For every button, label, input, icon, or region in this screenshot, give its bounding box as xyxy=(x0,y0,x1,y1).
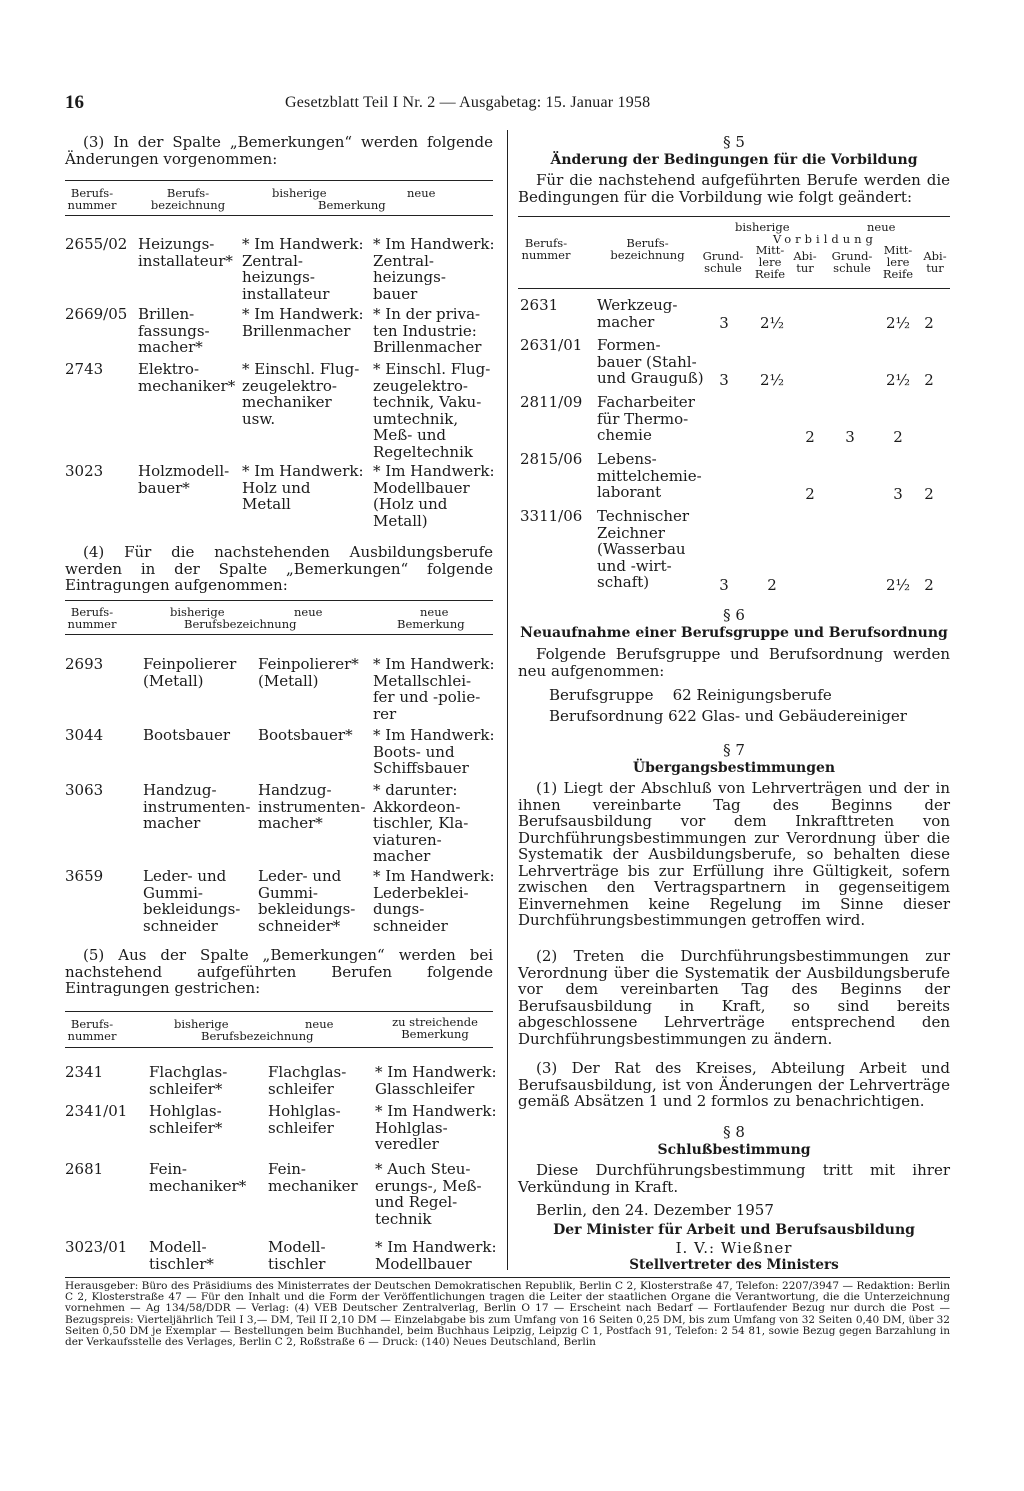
table3-row-neu: Hohlglas- schleifer xyxy=(268,1102,341,1137)
table3-top-rule xyxy=(65,1011,493,1012)
table1-row-neu: * Einschl. Flug- zeugelektro- technik, Vaku- umtechnik, Meß- und Regeltechnik xyxy=(373,360,491,461)
table3-row-nr: 2341/01 xyxy=(65,1102,128,1120)
table2-row-bem: * Im Handwerk: Boots- und Schiffsbauer xyxy=(373,726,495,777)
table4-row-val: 3 xyxy=(893,485,903,503)
table4-header-vorbildung: Vorbildung xyxy=(773,232,877,246)
table1-row-bisher: * Im Handwerk: Zentral- heizungs- installateur xyxy=(242,235,364,303)
table2-row-neu: Feinpolierer* (Metall) xyxy=(258,655,359,690)
table3-row-alt: Modell- tischler* xyxy=(149,1238,214,1273)
table3-row-alt: Hohlglas- schleifer* xyxy=(149,1102,223,1137)
table4-header-abi-alt: Abi- tur xyxy=(793,249,817,275)
table1-top-rule xyxy=(65,180,493,181)
table4-row-nr: 2631/01 xyxy=(520,336,583,354)
table2-row-bem: * Im Handwerk: Metallschlei- fer und -polie- rer xyxy=(373,655,495,723)
table3-row-nr: 3023/01 xyxy=(65,1238,128,1256)
paragraph-3: (3) In der Spalte „Bemerkungen“ werden folgende Änderungen vorgenommen: xyxy=(65,133,493,168)
table1-row-neu: * In der priva- ten Industrie: Brillenmacher xyxy=(373,305,482,356)
table2-row-bem: * Im Handwerk: Lederbeklei- dungs- schneider xyxy=(373,867,495,935)
section-6-line-1: Berufsgruppe 62 Reinigungsberufe xyxy=(549,686,832,704)
table2-header-neue: neue xyxy=(294,605,323,619)
table4-row-val: 2 xyxy=(767,576,777,594)
signing-date: Berlin, den 24. Dezember 1957 xyxy=(536,1201,774,1219)
table3-row-alt: Fein- mechaniker* xyxy=(149,1160,247,1195)
deputy-title: Stellvertreter des Ministers xyxy=(629,1257,839,1273)
table3-header-bisherige: bisherige xyxy=(174,1017,229,1031)
table3-row-bem: * Auch Steu- erungs-, Meß- und Regel- technik xyxy=(375,1160,482,1228)
table1-header-rule xyxy=(65,215,493,216)
table1-header-neue: neue xyxy=(407,186,436,200)
table2-row-neu: Bootsbauer* xyxy=(258,726,353,744)
table4-row-nr: 2631 xyxy=(520,296,559,314)
table2-header-nr: Berufs- nummer xyxy=(67,605,117,631)
table1-row-neu: * Im Handwerk: Zentral- heizungs- bauer xyxy=(373,235,495,303)
table2-row-bem: * darunter: Akkordeon- tischler, Kla- viaturen- macher xyxy=(373,781,469,865)
table2-row-nr: 3659 xyxy=(65,867,104,885)
table3-row-bem: * Im Handwerk: Modellbauer xyxy=(375,1238,497,1273)
table4-row-val: 3 xyxy=(719,371,729,389)
column-divider xyxy=(507,130,508,1270)
publisher-footer: Herausgeber: Büro des Präsidiums des Ministerrates der Deutschen Demokratischen Republik, Berlin C 2, Klosterstraße 47, Telefon: 2207/3947 — Redaktion: Berlin C 2, Klosterstraße 47 — Für den Inhalt und die Form der Veröffentlichungen tragen die Leiter der staatlichen Organe die Verantwortung, die die Unterzeichnung vornehmen — Ag 134/58/DDR — Verlag: (4) VEB Deutscher Zentralverlag, Berlin O 17 — Erscheint nach Bedarf — Fortlaufender Bezug nur durch die Post — Bezugspreis: Vierteljährlich Teil I 3,— DM, Teil II 2,10 DM — Einzelabgabe bis zum Umfang von 16 Seiten 0,25 DM, bis zum Umfang von 32 Seiten 0,40 DM, über 32 Seiten 0,50 DM je Exemplar — Bestellungen beim Buchhandel, beim Buchhaus Leipzig, Leipzig C 1, Postfach 91, Telefon: 2 54 81, sowie Bezug gegen Barzahlung in der Verkaufsstelle des Verlages, Berlin C 2, Roßstraße 6 — Druck: (140) Neues Deutschland, Berlin xyxy=(65,1280,950,1349)
section-8-number: § 8 xyxy=(723,1123,745,1141)
table3-row-nr: 2341 xyxy=(65,1063,104,1081)
section-8-title: Schlußbestimmung xyxy=(657,1142,811,1158)
table4-header-grund-alt: Grund- schule xyxy=(702,249,744,275)
table4-header-abi-neu: Abi- tur xyxy=(923,249,947,275)
section-7-title: Übergangsbestimmungen xyxy=(632,760,836,776)
table2-row-alt: Bootsbauer xyxy=(143,726,231,744)
table3-row-nr: 2681 xyxy=(65,1160,104,1178)
table4-row-val: 2 xyxy=(924,576,934,594)
table4-row-val: 2 xyxy=(924,314,934,332)
table4-header-mitt-neu: Mitt- lere Reife xyxy=(882,243,914,281)
table4-header-nr: Berufs- nummer xyxy=(521,236,571,262)
table2-header-bisherige: bisherige xyxy=(170,605,225,619)
table1-row-bisher: * Im Handwerk: Holz und Metall xyxy=(242,462,364,513)
table4-row-val: 3 xyxy=(719,576,729,594)
table4-row-bez: Lebens- mittelchemie- laborant xyxy=(597,450,702,501)
table1-header-bez: Berufs- bezeichnung xyxy=(150,186,226,212)
table4-header-bisherige: bisherige xyxy=(735,220,790,234)
table1-row-bez: Elektro- mechaniker* xyxy=(138,360,236,395)
section-7-paragraph-2: (2) Treten die Durchführungsbestimmungen zur Verordnung über die Systematik der Ausbildungsberufe vor dem vereinbarten Tag des Beginns der Berufsausbildung in Kraft, so sind bereits abgeschlossene Lehrverträge entsprechend den Durchführungsbestimmungen zu ändern. xyxy=(518,947,950,1048)
section-5-text: Für die nachstehend aufgeführten Berufe werden die Bedingungen für die Vorbildung wie folgt geändert: xyxy=(518,171,950,206)
table2-row-alt: Feinpolierer (Metall) xyxy=(143,655,237,690)
table4-row-val: 2 xyxy=(924,371,934,389)
table2-row-nr: 3044 xyxy=(65,726,104,744)
footer-rule xyxy=(65,1277,950,1278)
table3-header-neue: neue xyxy=(305,1017,334,1031)
table4-row-bez: Technischer Zeichner (Wasserbau und -wirt- schaft) xyxy=(597,507,690,591)
minister-title: Der Minister für Arbeit und Berufsausbildung xyxy=(553,1222,915,1238)
section-5-title: Änderung der Bedingungen für die Vorbildung xyxy=(550,152,918,168)
table1-row-bisher: * Im Handwerk: Brillenmacher xyxy=(242,305,364,340)
table3-row-bem: * Im Handwerk: Hohlglas- veredler xyxy=(375,1102,497,1153)
table4-row-val: 2 xyxy=(805,485,815,503)
section-7-paragraph-1: (1) Liegt der Abschluß von Lehrverträgen und der in ihnen vereinbarte Tag des Beginns der Berufsausbildung vor dem Inkrafttreten von Durchführungsbestimmungen zur Verordnung über die Systematik der Ausbildungsberufe, so behalten diese Lehrverträge bis zur Erfüllung ihre Gültigkeit, sofern zwischen den Vertragspartnern in gegenseitigem Einvernehmen keine Regelung im Sinne dieser Durchführungsbestimmungen getroffen wird. xyxy=(518,779,950,929)
section-5-number: § 5 xyxy=(723,133,745,151)
table2-header-rule xyxy=(65,634,493,635)
section-6-text: Folgende Berufsgruppe und Berufsordnung werden neu aufgenommen: xyxy=(518,645,950,680)
table4-row-val: 2½ xyxy=(759,314,785,332)
table4-header-rule xyxy=(518,288,950,289)
table4-row-bez: Formen- bauer (Stahl- und Grauguß) xyxy=(597,336,704,387)
table4-top-rule xyxy=(518,216,950,217)
table1-row-bez: Holzmodell- bauer* xyxy=(138,462,230,497)
page-title: Gesetzblatt Teil I Nr. 2 — Ausgabetag: 15. Januar 1958 xyxy=(285,94,651,111)
table3-header-zu: zu streichende Bemerkung xyxy=(392,1015,478,1041)
section-7-paragraph-3: (3) Der Rat des Kreises, Abteilung Arbeit und Berufsausbildung, ist von Änderungen der Lehrverträge gemäß Absätzen 1 und 2 formlos zu benachrichtigen. xyxy=(518,1059,950,1110)
table4-header-bez: Berufs- bezeichnung xyxy=(610,236,685,262)
table4-row-nr: 2811/09 xyxy=(520,393,583,411)
table1-header-bem: Bemerkung xyxy=(318,198,386,212)
table4-row-val: 2½ xyxy=(759,371,785,389)
table4-row-bez: Facharbeiter für Thermo- chemie xyxy=(597,393,695,444)
paragraph-4: (4) Für die nachstehenden Ausbildungsberufe werden in der Spalte „Bemerkungen“ folgende Eintragungen aufgenommen: xyxy=(65,543,493,594)
table2-row-alt: Leder- und Gummi- bekleidungs- schneider xyxy=(143,867,241,935)
page-number: 16 xyxy=(65,92,84,113)
section-7-number: § 7 xyxy=(723,741,745,759)
table2-row-alt: Handzug- instrumenten- macher xyxy=(143,781,251,832)
table1-row-nr: 2655/02 xyxy=(65,235,128,253)
table1-row-nr: 2669/05 xyxy=(65,305,128,323)
table2-row-neu: Leder- und Gummi- bekleidungs- schneider* xyxy=(258,867,356,935)
section-8-text: Diese Durchführungsbestimmung tritt mit ihrer Verkündung in Kraft. xyxy=(518,1161,950,1196)
table4-header-neue: neue xyxy=(867,220,896,234)
table4-row-val: 2 xyxy=(893,428,903,446)
table3-row-alt: Flachglas- schleifer* xyxy=(149,1063,228,1098)
table4-header-mitt-alt: Mitt- lere Reife xyxy=(754,243,786,281)
table4-row-val: 3 xyxy=(845,428,855,446)
table1-row-bisher: * Einschl. Flug- zeugelektro- mechaniker usw. xyxy=(242,360,360,428)
signatory: I. V.: Wießner xyxy=(675,1239,793,1257)
table1-row-nr: 3023 xyxy=(65,462,104,480)
table4-row-val: 3 xyxy=(719,314,729,332)
table2-top-rule xyxy=(65,600,493,601)
table2-row-nr: 2693 xyxy=(65,655,104,673)
table1-row-neu: * Im Handwerk: Modellbauer (Holz und Metall) xyxy=(373,462,495,530)
paragraph-5: (5) Aus der Spalte „Bemerkungen“ werden bei nachstehend aufgeführten Berufen folgende Eintragungen gestrichen: xyxy=(65,946,493,997)
table4-row-nr: 2815/06 xyxy=(520,450,583,468)
table4-row-val: 2½ xyxy=(885,314,911,332)
table4-row-val: 2½ xyxy=(885,371,911,389)
table3-header-nr: Berufs- nummer xyxy=(67,1017,117,1043)
table4-row-nr: 3311/06 xyxy=(520,507,583,525)
table4-row-val: 2 xyxy=(924,485,934,503)
table4-header-grund-neu: Grund- schule xyxy=(831,249,873,275)
table2-header-neue2: neue xyxy=(420,605,449,619)
section-6-line-2: Berufsordnung 622 Glas- und Gebäudereiniger xyxy=(549,707,907,725)
table3-header-rule xyxy=(65,1047,493,1048)
table3-row-neu: Fein- mechaniker xyxy=(268,1160,358,1195)
table1-header-nr: Berufs- nummer xyxy=(67,186,117,212)
table2-header-bez: Berufsbezeichnung xyxy=(184,617,297,631)
table3-row-bem: * Im Handwerk: Glasschleifer xyxy=(375,1063,497,1098)
table2-row-neu: Handzug- instrumenten- macher* xyxy=(258,781,366,832)
table1-row-bez: Brillen- fassungs- macher* xyxy=(138,305,210,356)
table3-header-bez: Berufsbezeichnung xyxy=(201,1029,314,1043)
table2-row-nr: 3063 xyxy=(65,781,104,799)
table4-row-val: 2 xyxy=(805,428,815,446)
table1-row-nr: 2743 xyxy=(65,360,104,378)
table3-row-neu: Modell- tischler xyxy=(268,1238,326,1273)
table3-row-neu: Flachglas- schleifer xyxy=(268,1063,347,1098)
table1-header-bisherige: bisherige xyxy=(272,186,327,200)
section-6-number: § 6 xyxy=(723,606,745,624)
table4-row-bez: Werkzeug- macher xyxy=(597,296,678,331)
table1-row-bez: Heizungs- installateur* xyxy=(138,235,233,270)
table4-row-val: 2½ xyxy=(885,576,911,594)
table2-header-bem: Bemerkung xyxy=(397,617,465,631)
section-6-title: Neuaufnahme einer Berufsgruppe und Berufsordnung xyxy=(520,625,948,641)
